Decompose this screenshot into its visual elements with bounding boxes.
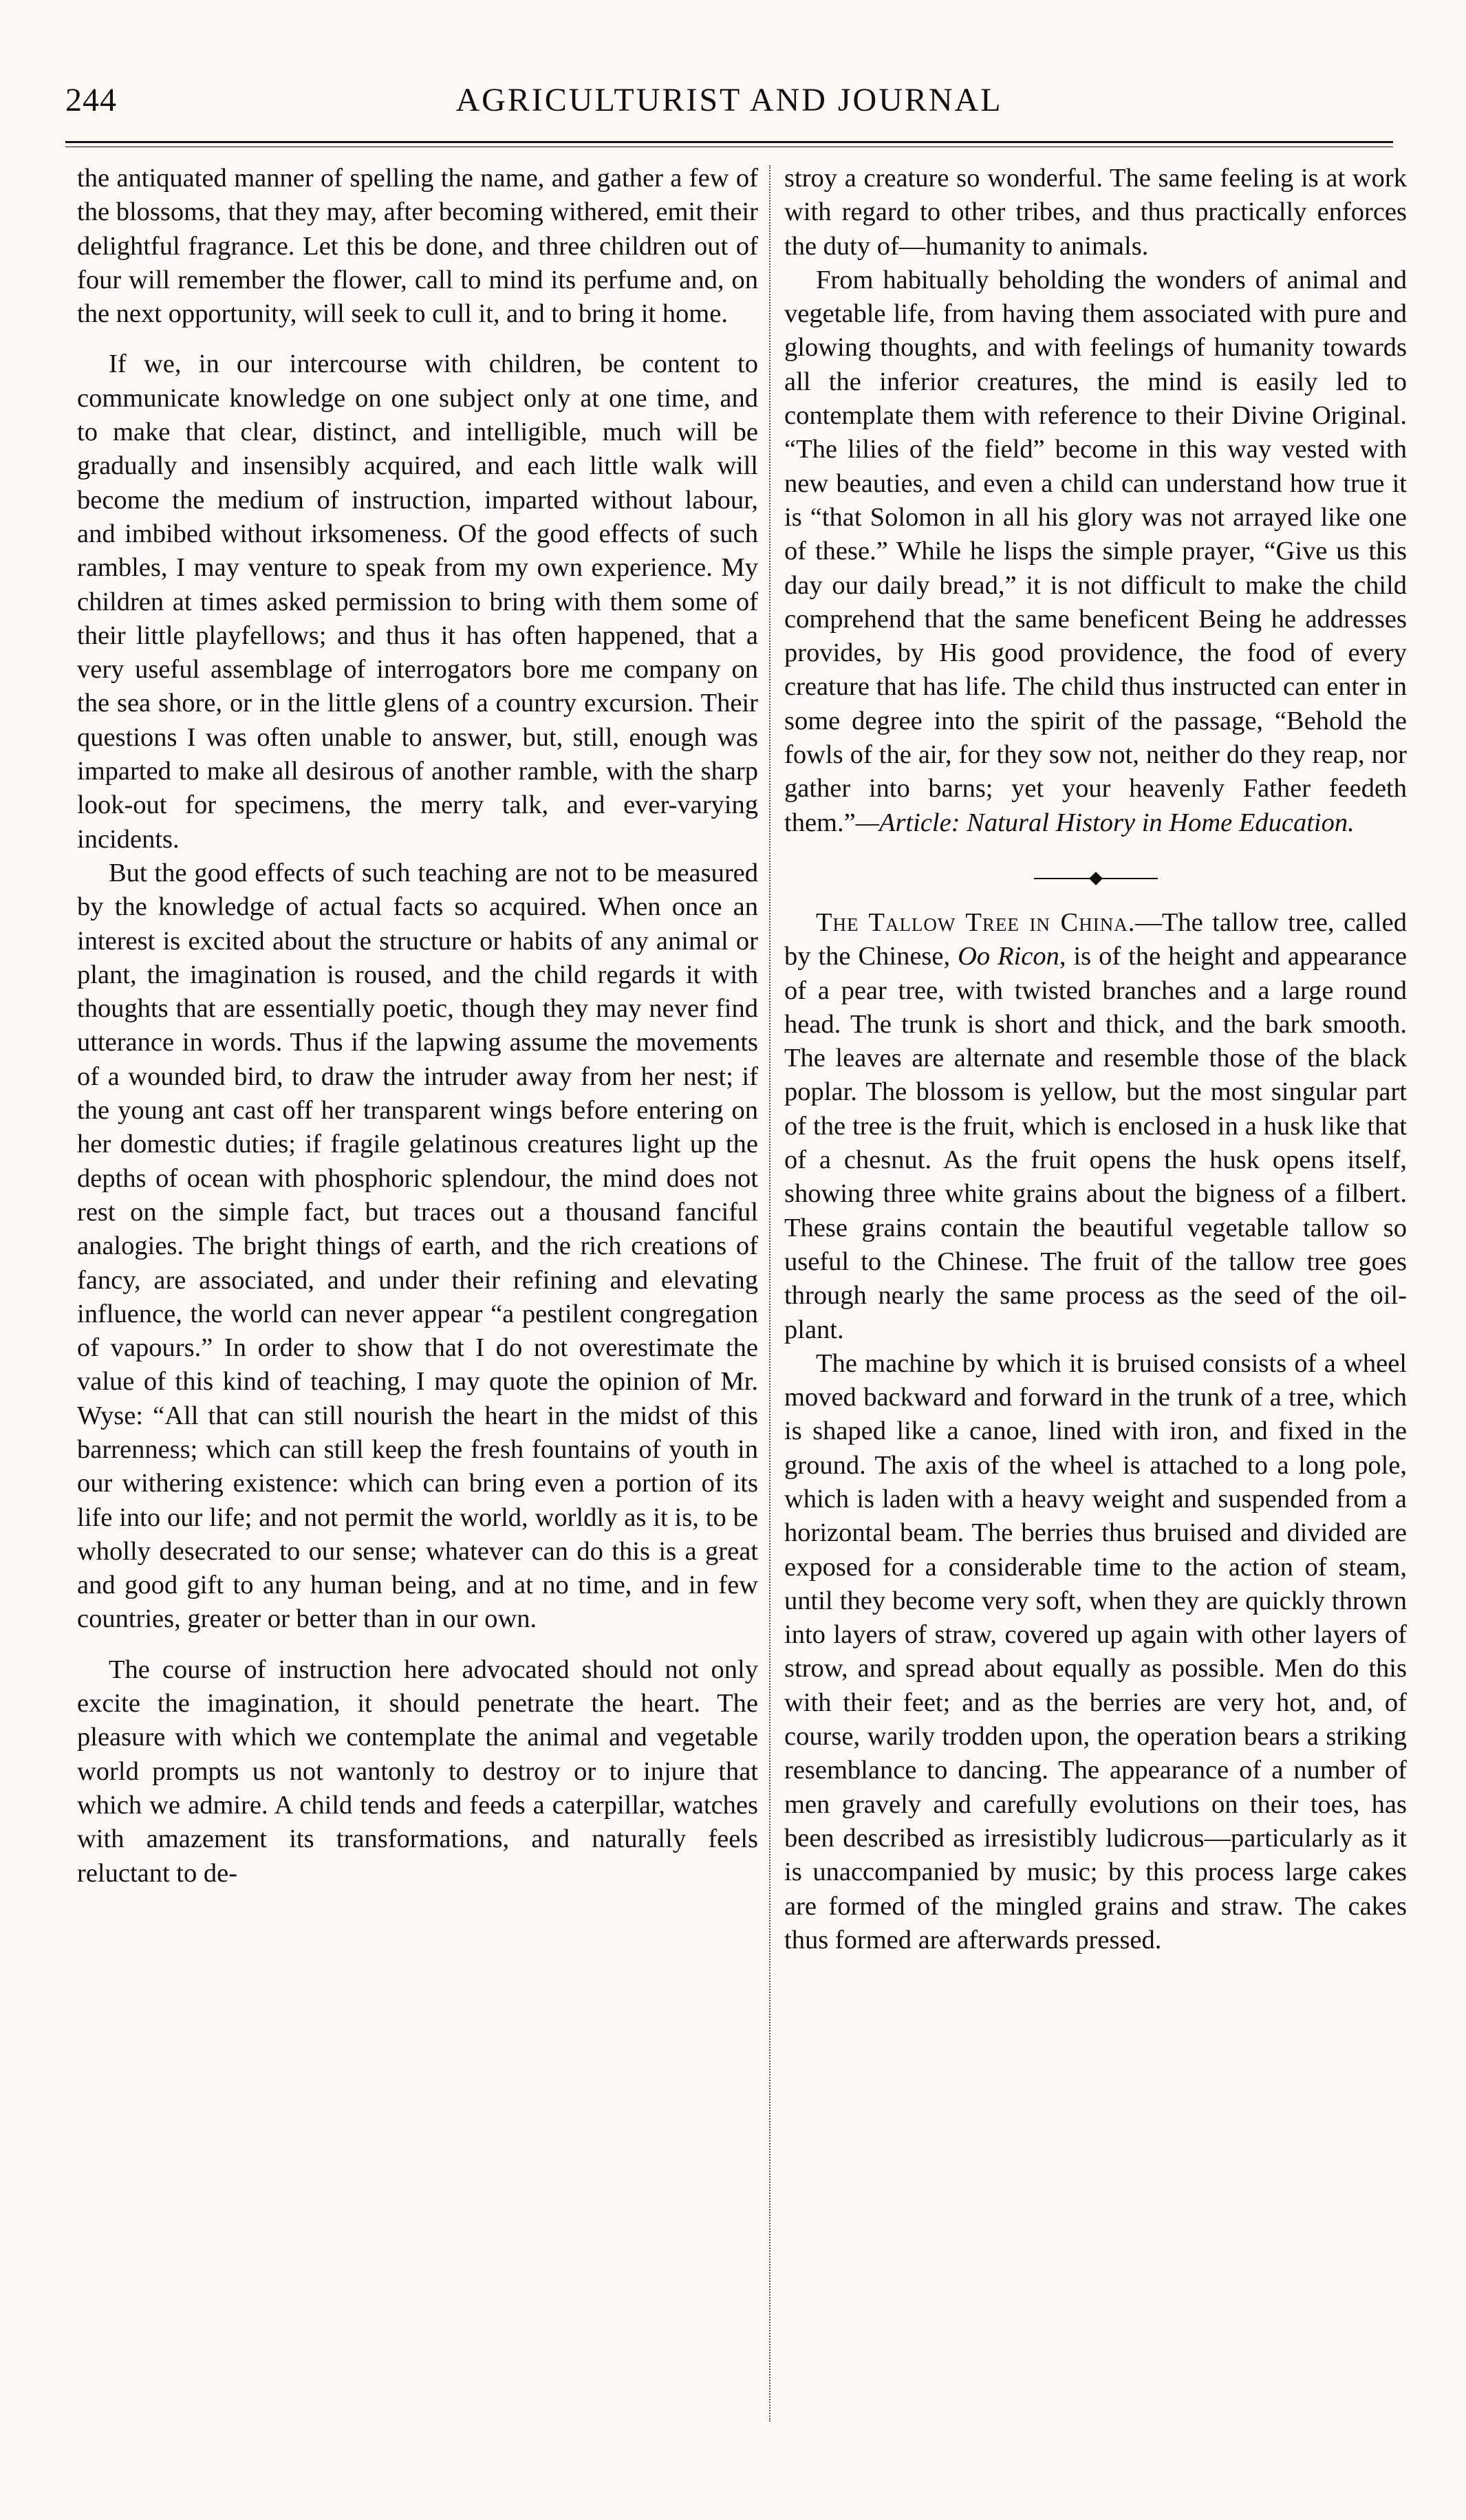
header-rule	[65, 141, 1393, 143]
tallow-paragraph-2: The machine by which it is bruised consists of a wheel moved backward and forward in the trunk of a tree, which is shaped like a canoe, lined with iron, and fixed in the ground. The axis of the wheel is attached to a long pole, which is laden with a heavy weight and suspended from a horizontal beam. The berries thus bruised and divided are exposed for a considerable time to the action of steam, until they become very soft, when they are quickly thrown into layers of straw, covered up again with other layers of strow, and spread about equally as possible. Men do this with their feet; and as the berries are very hot, and, of course, warily trodden upon, the operation bears a striking resemblance to dancing. The appearance of a number of men gravely and carefully evolutions on their toes, has been described as irresistibly ludicrous—particularly as it is unaccompanied by music; by this process large cakes are formed of the mingled grains and straw. The cakes thus formed are afterwards pressed.	[784, 1348, 1407, 1954]
left-paragraph-1: the antiquated manner of spelling the name, and gather a few of the blossoms, that they may, after becoming withered, emit their delightful fragrance. Let this be done, and three children out of four will remember the flower, call to mind its perfume and, on the next opportunity, will seek to cull it, and to bring it home.	[77, 164, 758, 329]
left-column	[77, 162, 758, 2473]
right-paragraph-2	[784, 263, 1407, 840]
running-title: AGRICULTURIST AND JOURNAL	[455, 82, 1003, 118]
article-citation: —Article: Natural History in Home Education.	[855, 808, 1355, 837]
left-paragraph-4: The course of instruction here advocated should not only excite the imagination, it should penetrate the heart. The pleasure with which we contemplate the animal and vegetable world prompts us not wantonly to destroy or to injure that which we admire. A child tends and feeds a caterpillar, watches with amazement its transformations, and naturally feels reluctant to de-	[77, 1655, 758, 1888]
page-header	[65, 81, 1393, 129]
right-paragraph-2-text: From habitually beholding the wonders of animal and vegetable life, from having them associated with pure and glowing thoughts, and with feelings of humanity towards all the inferior creatures, the mind is easily led to contemplate them with reference to their Divine Original. “The lilies of the field” become in this way vested with new beauties, and even a child can understand how true it is “that Solomon in all his glory was not arrayed like one of these.” While he lisps the simple prayer, “Give us this day our daily bread,” it is not difficult to make the child comprehend that the same beneficent Being he addresses provides, by His good providence, the food of every creature that has life. The child thus instructed can enter in some degree into the spirit of the passage, “Behold the fowls of the air, for they sow not, neither do they reap, nor gather into barns; yet your heavenly Father feedeth them.”	[784, 265, 1407, 837]
left-paragraph-2: If we, in our intercourse with children, be content to communicate knowledge on one subject only at one time, and to make that clear, distinct, and intelligible, much will be gradually and insensibly acquired, and each little walk will become the medium of instruction, imparted without labour, and imbibed without irksomeness. Of the good effects of such rambles, I may venture to speak from my own experience. My children at times asked permission to bring with them some of their little playfellows; and thus it has often happened, that a very useful assemblage of interrogators bore me company on the sea shore, or in the little glens of a country excursion. Their questions I was often unable to answer, but, still, enough was imparted to make all desirous of another ramble, with the sharp look-out for specimens, the merry talk, and ever-varying incidents.	[77, 349, 758, 854]
tallow-p1-start: —The tallow tree, called by the Chinese,	[784, 907, 1407, 971]
tallow-chinese-name: Oo Ricon	[958, 942, 1059, 971]
right-paragraph-1: stroy a creature so wonderful. The same feeling is at work with regard to other tribes, and thus practically enforces the duty of—humanity to animals.	[784, 164, 1407, 261]
tallow-paragraph-1	[784, 906, 1407, 1347]
page-number: 244	[65, 82, 117, 118]
section-ornament	[1034, 872, 1158, 885]
right-column	[784, 162, 1407, 2473]
tallow-p1-rest: , is of the height and appearance of a pear tree, with twisted branches and a large round head. The trunk is short and thick, and the bark smooth. The leaves are alternate and resemble those of the black poplar. The blossom is yellow, but the most singular part of the tree is the fruit, which is enclosed in a husk like that of a chesnut. As the fruit opens the husk opens itself, showing three white grains about the bigness of a filbert. These grains contain the beautiful vegetable tallow so useful to the Chinese. The fruit of the tallow tree goes through nearly the same process as the seed of the oil-plant.	[784, 942, 1407, 1344]
left-paragraph-3: But the good effects of such teaching are not to be measured by the knowledge of actual facts so acquired. When once an interest is excited about the structure or habits of any animal or plant, the imagination is roused, and the child regards it with thoughts that are essentially poetic, though they may never find utterance in words. Thus if the lapwing assume the movements of a wounded bird, to draw the intruder away from her nest; if the young ant cast off her transparent wings before entering on her domestic duties; if fragile gelatinous creatures light up the depths of ocean with phosphoric splendour, the mind does not rest on the simple fact, but traces out a thousand fanciful analogies. The bright things of earth, and the rich creations of fancy, are associated, and under their refining and elevating influence, the world can never appear “a pestilent congregation of vapours.” In order to show that I do not overestimate the value of this kind of teaching, I may quote the opinion of Mr. Wyse: “All that can still nourish the heart in the midst of this barrenness; which can still keep the fresh fountains of youth in our withering existence: which can bring even a portion of its life into our life; and not permit the world, worldly as it is, to be wholly desecrated to our sense; whatever can do this is a great and good gift to any human being, and at no time, and in few countries, greater or better than in our own.	[77, 858, 758, 1634]
column-divider	[769, 165, 770, 2422]
tallow-heading: The Tallow Tree in China.	[816, 907, 1136, 937]
